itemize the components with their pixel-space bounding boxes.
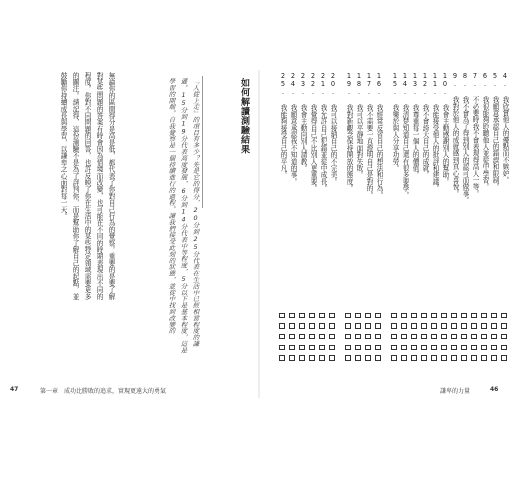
section-heading: 如何解讀測驗結果 — [239, 78, 249, 154]
questionnaire-item: 10. 我會主動感謝別人的幫助。 — [441, 72, 449, 185]
answer-checkbox[interactable] — [491, 313, 497, 319]
answer-checkbox[interactable] — [329, 323, 335, 329]
answer-checkbox[interactable] — [471, 345, 477, 351]
answer-checkbox[interactable] — [441, 313, 447, 319]
page-number-right: 46 — [490, 386, 499, 393]
answer-checkbox[interactable] — [391, 355, 397, 361]
answer-checkbox[interactable] — [451, 334, 457, 340]
answer-checkbox[interactable] — [365, 313, 371, 319]
questionnaire-item: 5. 我願意承認自己的錯誤和限制。 — [491, 72, 499, 191]
questionnaire-item: 23. 我會主動向別人請教。 — [299, 72, 307, 172]
answer-checkbox[interactable] — [421, 313, 427, 319]
questionnaire-item: 18. 我可以平靜地面對失敗。 — [355, 72, 363, 179]
answer-checkbox-column — [298, 310, 306, 363]
note-line: 「人從上走」的項目有多少？先是它的得分，20分到25分代表在生活中已經相當程度的謙 — [191, 78, 200, 347]
questionnaire-item: 21. 我允許自己犯錯並從中成長。 — [319, 72, 327, 192]
answer-checkbox[interactable] — [401, 334, 407, 340]
answer-checkbox[interactable] — [391, 334, 397, 340]
answer-checkbox[interactable] — [329, 334, 335, 340]
questionnaire-item: 14. 我清楚知道自己還有很多要學。 — [401, 72, 409, 199]
answer-checkbox[interactable] — [375, 313, 381, 319]
answer-checkbox[interactable] — [365, 323, 371, 329]
answer-checkbox-column — [374, 310, 382, 363]
questionnaire-item: 11. 我能接受他人的批評和建議。 — [431, 72, 439, 192]
answer-checkbox[interactable] — [481, 323, 487, 329]
answer-checkbox[interactable] — [375, 323, 381, 329]
answer-checkbox-column — [440, 310, 448, 363]
answer-checkbox[interactable] — [345, 313, 351, 319]
answer-checkbox[interactable] — [431, 355, 437, 361]
answer-checkbox[interactable] — [355, 355, 361, 361]
answer-checkbox[interactable] — [491, 323, 497, 329]
body-line: 程度。你對不同問題的回答，也許反映了你在生活中的某些特定領域需要更多 — [83, 72, 91, 300]
questionnaire-item: 4. 我欣賞他人的優點而不嫉妒。 — [501, 72, 509, 184]
answer-checkbox[interactable] — [401, 323, 407, 329]
left-page — [6, 72, 258, 394]
questionnaire-item: 19. 我對新觀念保持開放的態度。 — [345, 72, 353, 192]
answer-checkbox[interactable] — [279, 345, 285, 351]
answer-checkbox[interactable] — [471, 355, 477, 361]
answer-checkbox[interactable] — [319, 323, 325, 329]
answer-checkbox[interactable] — [391, 323, 397, 329]
answer-checkbox[interactable] — [431, 345, 437, 351]
answer-checkbox[interactable] — [319, 355, 325, 361]
answer-checkbox[interactable] — [365, 345, 371, 351]
book-gutter — [258, 70, 260, 398]
body-line: 鼓勵你持續成長與學習，以謙卑之心面對每一天。 — [59, 72, 67, 220]
answer-checkbox-column — [480, 310, 488, 363]
answer-checkbox[interactable] — [299, 323, 305, 329]
answer-checkbox-column — [460, 310, 468, 363]
questionnaire-item: 13. 我尊重每一個人的價值。 — [411, 72, 419, 179]
answer-checkbox-column — [490, 310, 498, 363]
answer-checkbox[interactable] — [289, 323, 295, 329]
answer-checkbox-column — [410, 310, 418, 363]
answer-checkbox[interactable] — [431, 334, 437, 340]
answer-checkbox[interactable] — [299, 313, 305, 319]
answer-checkbox[interactable] — [451, 355, 457, 361]
answer-checkbox[interactable] — [329, 345, 335, 351]
answer-checkbox[interactable] — [289, 334, 295, 340]
answer-checkbox-column — [308, 310, 316, 363]
running-head-left: 第一章 成功比勝敗的追求，實現更遠大的勇氣 — [40, 388, 167, 395]
answer-checkbox-column — [430, 310, 438, 363]
answer-checkbox[interactable] — [309, 313, 315, 319]
questionnaire-item: 15. 我樂於與人分享功勞。 — [391, 72, 399, 172]
answer-checkbox[interactable] — [309, 334, 315, 340]
answer-checkbox-column — [470, 310, 478, 363]
answer-checkbox[interactable] — [481, 345, 487, 351]
answer-checkbox[interactable] — [501, 345, 507, 351]
answer-checkbox[interactable] — [279, 355, 285, 361]
answer-checkbox-column — [420, 310, 428, 363]
body-line: 的關注。請記得，這份測驗不是為了評判你，而是幫助你了解自己的起點，並 — [71, 72, 79, 300]
answer-checkbox[interactable] — [279, 334, 285, 340]
questionnaire-item: 22. 我覺得自己不比別人更重要。 — [309, 72, 317, 192]
answer-checkbox[interactable] — [375, 345, 381, 351]
answer-checkbox[interactable] — [375, 355, 381, 361]
answer-checkbox[interactable] — [431, 313, 437, 319]
answer-checkbox[interactable] — [481, 334, 487, 340]
answer-checkbox[interactable] — [345, 323, 351, 329]
right-page — [262, 72, 514, 394]
answer-checkbox[interactable] — [421, 345, 427, 351]
answer-checkbox[interactable] — [411, 334, 417, 340]
questionnaire-item: 20. 我可以接納自己的不完美。 — [329, 72, 337, 185]
answer-checkbox[interactable] — [319, 313, 325, 319]
answer-checkbox-column — [354, 310, 362, 363]
answer-checkbox[interactable] — [279, 313, 285, 319]
answer-checkbox[interactable] — [491, 334, 497, 340]
answer-checkbox[interactable] — [501, 313, 507, 319]
answer-checkbox-column — [278, 310, 286, 363]
questionnaire-item: 9. 我對於他人的成就感到真心喜悅。 — [451, 72, 459, 197]
body-line: 無論你的區間得分是高是低，都代表了你對自己行為的覺察。重要的是要了解 — [107, 72, 115, 300]
answer-checkbox[interactable] — [411, 313, 417, 319]
answer-checkbox-column — [450, 310, 458, 363]
answer-checkbox[interactable] — [289, 345, 295, 351]
answer-checkbox[interactable] — [375, 334, 381, 340]
answer-checkbox[interactable] — [345, 355, 351, 361]
questionnaire-item: 17. 我不需要一直證明自己是對的。 — [365, 72, 373, 199]
answer-checkbox[interactable] — [355, 334, 361, 340]
answer-checkbox-column — [400, 310, 408, 363]
questionnaire-item: 12. 我不會誇大自己的成就。 — [421, 72, 429, 179]
questionnaire-item: 7. 不必要時我不會表現得高人一等。 — [471, 72, 479, 197]
answer-checkbox[interactable] — [421, 355, 427, 361]
answer-checkbox-column — [500, 310, 508, 363]
answer-checkbox[interactable] — [441, 323, 447, 329]
answer-checkbox[interactable] — [501, 355, 507, 361]
answer-checkbox-column — [344, 310, 352, 363]
answer-checkbox[interactable] — [451, 345, 457, 351]
answer-checkbox[interactable] — [309, 345, 315, 351]
answer-checkbox[interactable] — [345, 334, 351, 340]
answer-checkbox[interactable] — [365, 334, 371, 340]
answer-checkbox-column — [364, 310, 372, 363]
answer-checkbox[interactable] — [431, 323, 437, 329]
answer-checkbox[interactable] — [491, 345, 497, 351]
running-head-right: 謙卑的力量 — [440, 388, 471, 395]
answer-checkbox[interactable] — [329, 313, 335, 319]
questionnaire-item: 6. 我很能夠聆聽他人並從中學習。 — [481, 72, 489, 191]
answer-checkbox[interactable] — [461, 323, 467, 329]
answer-checkbox[interactable] — [289, 313, 295, 319]
answer-checkbox[interactable] — [411, 355, 417, 361]
answer-checkbox[interactable] — [355, 313, 361, 319]
answer-checkbox-column — [328, 310, 336, 363]
answer-checkbox[interactable] — [461, 345, 467, 351]
answer-checkbox[interactable] — [391, 313, 397, 319]
answer-checkbox[interactable] — [355, 323, 361, 329]
answer-checkbox[interactable] — [329, 355, 335, 361]
answer-checkbox[interactable] — [391, 345, 397, 351]
answer-checkbox[interactable] — [451, 323, 457, 329]
answer-checkbox[interactable] — [299, 334, 305, 340]
answer-checkbox[interactable] — [471, 323, 477, 329]
answer-checkbox[interactable] — [319, 334, 325, 340]
answer-checkbox[interactable] — [299, 355, 305, 361]
answer-checkbox[interactable] — [421, 323, 427, 329]
answer-checkbox[interactable] — [355, 345, 361, 351]
answer-checkbox[interactable] — [471, 313, 477, 319]
answer-checkbox[interactable] — [289, 355, 295, 361]
questionnaire-item: 16. 我經常反省自己的想法和行為。 — [375, 72, 383, 199]
note-line: 遜。15分到19分代表高度發展，6分到14分代表中等程度，5分以下是基本程度，這是 — [179, 78, 188, 354]
answer-checkbox[interactable] — [401, 345, 407, 351]
answer-checkbox[interactable] — [309, 323, 315, 329]
answer-checkbox[interactable] — [401, 313, 407, 319]
answer-checkbox[interactable] — [441, 355, 447, 361]
body-line: 對某些問題的答案有時會因為情境而改變，也可能在不同的時期表現出不同的 — [95, 72, 103, 300]
answer-checkbox-column — [318, 310, 326, 363]
answer-checkbox[interactable] — [441, 345, 447, 351]
answer-checkbox[interactable] — [501, 334, 507, 340]
answer-checkbox[interactable] — [279, 323, 285, 329]
answer-checkbox[interactable] — [365, 355, 371, 361]
answer-checkbox[interactable] — [345, 345, 351, 351]
answer-checkbox[interactable] — [441, 334, 447, 340]
questionnaire-item: 24. 我願意承認我不知道的事。 — [289, 72, 297, 185]
answer-checkbox[interactable] — [319, 345, 325, 351]
answer-checkbox[interactable] — [461, 355, 467, 361]
answer-checkbox-column — [390, 310, 398, 363]
note-line: 學習的開端。自我覺察是一個持續進行的過程。讓我們接受此刻的狀態，並從中找到改變的 — [167, 78, 176, 334]
answer-checkbox[interactable] — [451, 313, 457, 319]
answer-checkbox[interactable] — [481, 313, 487, 319]
answer-checkbox[interactable] — [461, 334, 467, 340]
page-number-left: 47 — [10, 386, 19, 393]
answer-checkbox-column — [288, 310, 296, 363]
questionnaire-item: 25. 我能夠接受自己的平凡。 — [279, 72, 287, 179]
answer-checkbox[interactable] — [411, 345, 417, 351]
answer-checkbox[interactable] — [471, 334, 477, 340]
answer-checkbox[interactable] — [411, 323, 417, 329]
answer-checkbox[interactable] — [309, 355, 315, 361]
answer-checkbox[interactable] — [421, 334, 427, 340]
answer-checkbox[interactable] — [501, 323, 507, 329]
answer-checkbox[interactable] — [461, 313, 467, 319]
questionnaire-item: 8. 我不會為了得到別人的認可而做事。 — [461, 72, 469, 204]
answer-checkbox[interactable] — [299, 345, 305, 351]
answer-checkbox[interactable] — [401, 355, 407, 361]
answer-checkbox[interactable] — [491, 355, 497, 361]
answer-checkbox[interactable] — [481, 355, 487, 361]
